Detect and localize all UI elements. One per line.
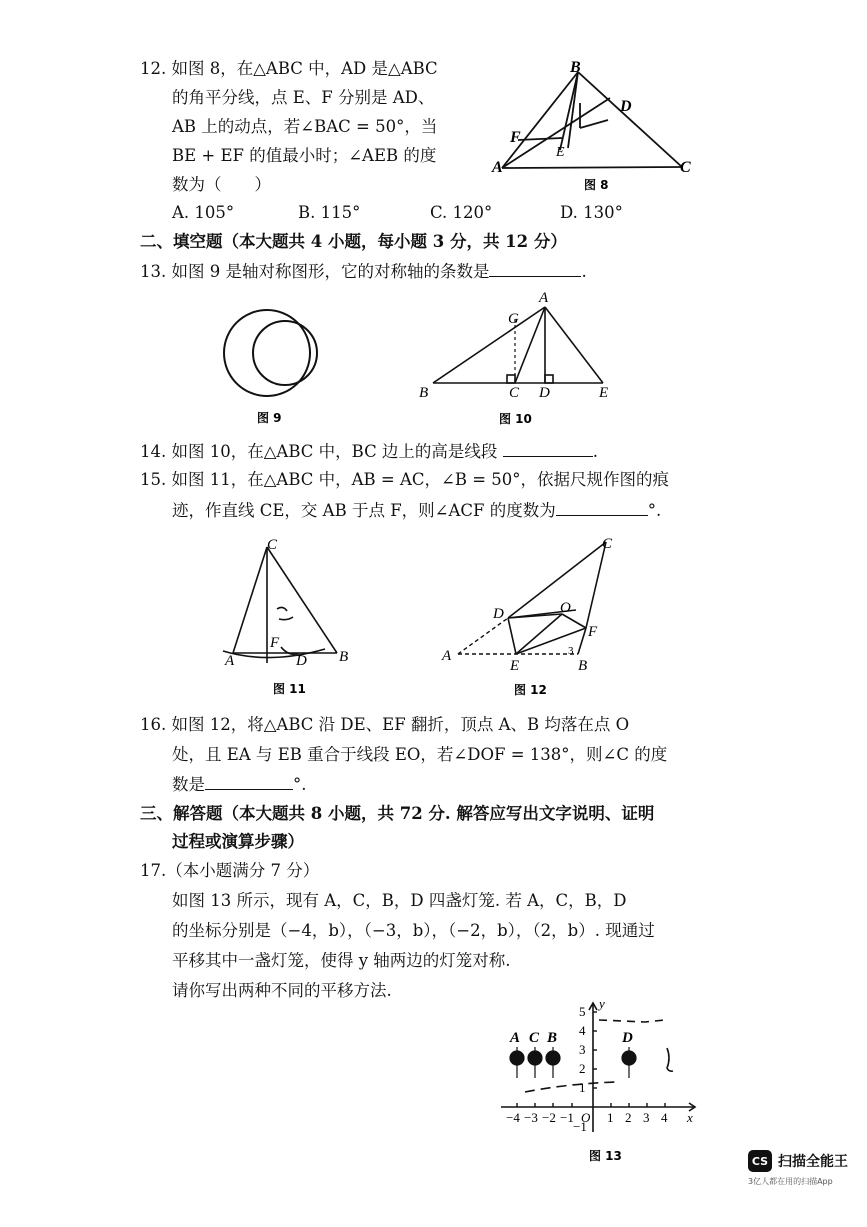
section-3-heading-line-1: 三、解答题（本大题共 8 小题，共 72 分. 解答应写出文字说明、证明 (140, 804, 655, 823)
q15-line-1: 15. 如图 11，在△ABC 中，AB = AC，∠B = 50°，依据尺规作图的痕 (140, 470, 670, 489)
fig13-y-axis-label: y (599, 996, 605, 1011)
q12-line-2: 的角平分线，点 E、F 分别是 AD、 (172, 88, 435, 107)
fig12-angle-mark: 3 (568, 645, 574, 657)
fig13-y-tick-5: 5 (579, 1004, 586, 1019)
q12-option-d: D. 130° (560, 203, 623, 222)
fig13-x-tick-2: 2 (625, 1110, 632, 1125)
fig13-lantern-a-label: A (510, 1030, 521, 1046)
q12-option-c: C. 120° (430, 203, 493, 222)
q14-answer-blank[interactable] (503, 440, 593, 457)
fig9-caption: 图 9 (257, 411, 282, 425)
q15-answer-blank[interactable] (556, 499, 648, 516)
fig8-caption: 图 8 (584, 178, 609, 192)
fig13-origin: O (581, 1110, 591, 1125)
q16-degree: °. (293, 775, 307, 794)
figure-10 (415, 285, 625, 430)
q16-line-3 (172, 773, 307, 796)
fig13-y-tick-2: 2 (579, 1061, 586, 1076)
fig13-lantern-b-label: B (547, 1030, 558, 1046)
q16-line-1: 16. 如图 12，将△ABC 沿 DE、EF 翻折，顶点 A、B 均落在点 O (140, 715, 630, 734)
q13-prompt: 13. 如图 9 是轴对称图形，它的对称轴的条数是 (140, 262, 490, 281)
fig10-label-b: B (419, 385, 429, 401)
fig8-label-b: B (570, 59, 581, 76)
fig13-y-tick-4: 4 (579, 1023, 586, 1038)
q12-line-3: AB 上的动点，若∠BAC = 50°，当 (172, 117, 438, 136)
fig13-x-tick-3: 3 (643, 1110, 650, 1125)
fig13-y-tick-3: 3 (579, 1042, 586, 1057)
fig12-label-b: B (578, 658, 588, 674)
q13-period: . (581, 262, 587, 281)
fig13-caption: 图 13 (589, 1149, 622, 1163)
q14-text (140, 440, 598, 463)
section-3-heading-line-2: 过程或演算步骤） (172, 832, 304, 851)
figure-11 (215, 535, 365, 703)
q12-line-1: 12. 如图 8，在△ABC 中，AD 是△ABC (140, 59, 438, 78)
fig12-caption: 图 12 (514, 683, 547, 697)
fig11-label-c: C (267, 537, 278, 553)
fig11-label-b: B (339, 649, 349, 665)
q12-line-5: 数为（ ） (172, 175, 271, 194)
figure-12 (438, 530, 638, 702)
camscanner-logo-icon (748, 1150, 772, 1172)
camscanner-logo-text: CS (751, 1154, 769, 1168)
fig13-x-tick-1: 1 (607, 1110, 614, 1125)
q17-line-2: 的坐标分别是（−4，b），（−3，b），（−2，b），（2，b）. 现通过 (172, 921, 655, 940)
fig12-label-e: E (510, 658, 520, 674)
fig10-label-c: C (509, 385, 520, 401)
fig13-lantern-c-label: C (529, 1030, 540, 1046)
fig11-caption: 图 11 (273, 682, 306, 696)
fig10-caption: 图 10 (499, 412, 532, 426)
fig8-label-d: D (620, 98, 632, 115)
fig13-x-tick-neg2: −2 (542, 1110, 556, 1125)
figure-9 (215, 308, 335, 428)
q12-option-a: A. 105° (172, 203, 235, 222)
q16-prompt: 数是 (172, 775, 205, 794)
q12-option-b: B. 115° (298, 203, 361, 222)
section-2-heading: 二、填空题（本大题共 4 小题，每小题 3 分，共 12 分） (140, 232, 567, 251)
q16-line-2: 处，且 EA 与 EB 重合于线段 EO，若∠DOF = 138°，则∠C 的度 (172, 745, 668, 764)
fig13-lantern-d-label: D (622, 1030, 633, 1046)
fig13-y-tick-1: 1 (579, 1080, 586, 1095)
fig8-label-f: F (510, 129, 521, 146)
fig13-y-tick-neg1: −1 (573, 1119, 587, 1134)
q12-line-4: BE + EF 的值最小时；∠AEB 的度 (172, 146, 437, 165)
fig12-label-f: F (588, 624, 598, 640)
fig12-label-c: C (602, 536, 613, 552)
fig10-label-e: E (599, 385, 609, 401)
fig8-label-e: E (556, 145, 565, 160)
camscanner-brand: 扫描全能王 (778, 1154, 848, 1170)
q17-line-4: 请你写出两种不同的平移方法. (172, 981, 392, 1000)
fig11-label-f: F (270, 635, 280, 651)
fig13-x-tick-neg3: −3 (524, 1110, 538, 1125)
fig13-x-tick-neg4: −4 (506, 1110, 520, 1125)
q17-title: 17.（本小题满分 7 分） (140, 861, 320, 880)
fig12-label-a: A (442, 648, 452, 664)
fig13-x-tick-neg1: −1 (560, 1110, 574, 1125)
fig12-label-o: O (560, 600, 571, 616)
fig13-x-tick-4: 4 (661, 1110, 668, 1125)
fig8-label-c: C (680, 159, 691, 176)
q15-degree: °. (647, 501, 662, 520)
figure-8 (490, 58, 710, 198)
q15-prompt: 迹，作直线 CE，交 AB 于点 F，则∠ACF 的度数为 (172, 501, 556, 520)
q14-prompt: 14. 如图 10，在△ABC 中，BC 边上的高是线段 (140, 442, 498, 461)
camscanner-tagline: 3亿人都在用的扫描App (748, 1177, 833, 1186)
fig12-label-d: D (493, 606, 504, 622)
q13-text (140, 260, 587, 283)
q17-line-1: 如图 13 所示，现有 A，C，B，D 四盏灯笼. 若 A，C，B，D (172, 891, 627, 910)
q16-answer-blank[interactable] (205, 773, 293, 790)
fig11-label-d: D (296, 653, 307, 669)
fig13-x-axis-label: x (687, 1110, 693, 1125)
fig10-label-g: G (508, 311, 519, 327)
q14-period: . (592, 442, 598, 461)
q13-answer-blank[interactable] (489, 260, 581, 277)
figure-13 (495, 996, 705, 1170)
q17-line-3: 平移其中一盏灯笼，使得 y 轴两边的灯笼对称. (172, 951, 511, 970)
q15-line-2 (172, 499, 661, 522)
fig8-label-a: A (492, 159, 503, 176)
fig10-label-a: A (539, 290, 549, 306)
fig11-label-a: A (225, 653, 235, 669)
camscanner-watermark (748, 1150, 848, 1187)
fig10-label-d: D (539, 385, 550, 401)
